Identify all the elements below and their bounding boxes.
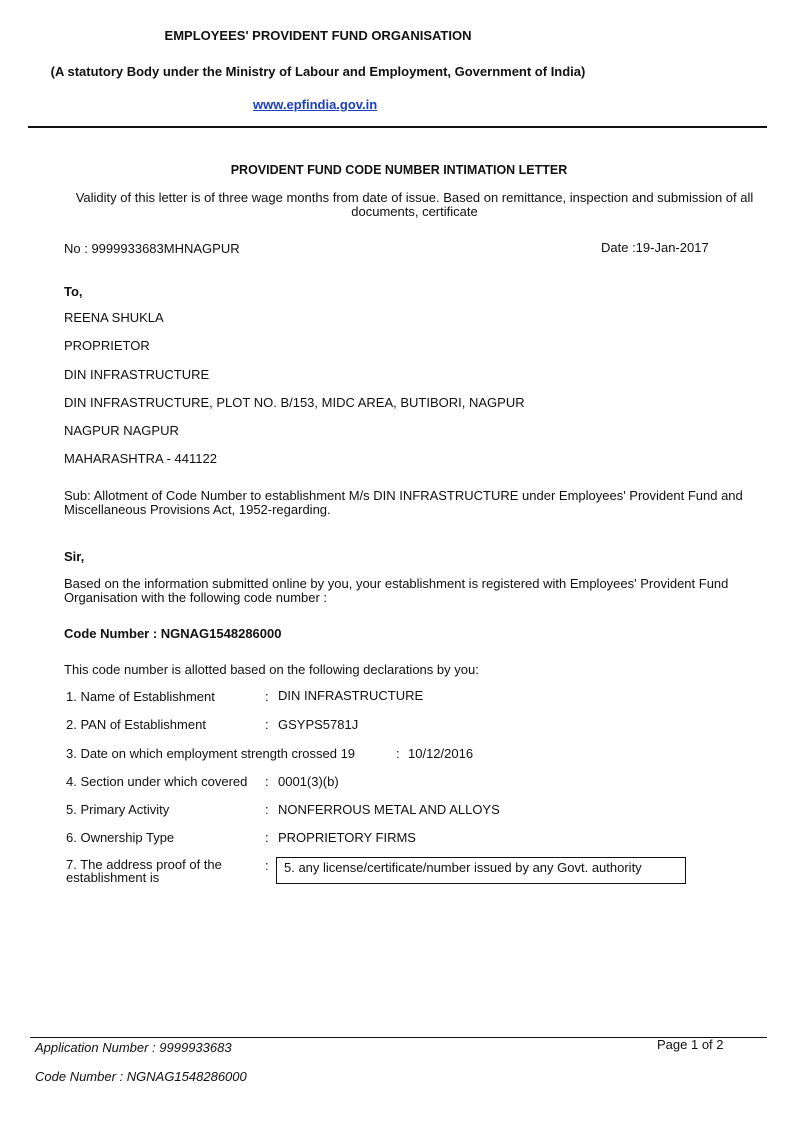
declaration-value: GSYPS5781J bbox=[278, 717, 359, 732]
declaration-colon: : bbox=[265, 858, 269, 873]
reference-number: No : 9999933683MHNAGPUR bbox=[64, 241, 240, 256]
salutation: Sir, bbox=[64, 549, 85, 564]
letter-title: PROVIDENT FUND CODE NUMBER INTIMATION LETTER bbox=[230, 163, 568, 177]
declarations-intro: This code number is allotted based on the following declarations by you: bbox=[64, 662, 479, 677]
declaration-colon: : bbox=[396, 746, 400, 761]
org-subtitle: (A statutory Body under the Ministry of Labour and Employment, Government of India) bbox=[50, 64, 586, 79]
declaration-label: 2. PAN of Establishment bbox=[66, 717, 206, 732]
validity-note: Validity of this letter is of three wage months from date of issue. Based on remittance, inspection and submission of all documents, certificate bbox=[75, 190, 754, 219]
page-indicator: Page 1 of 2 bbox=[657, 1037, 724, 1052]
code-number: Code Number : NGNAG1548286000 bbox=[64, 626, 282, 641]
declaration-colon: : bbox=[265, 830, 269, 845]
org-website-link[interactable]: www.epfindia.gov.in bbox=[253, 97, 378, 112]
addressee-designation: PROPRIETOR bbox=[64, 338, 150, 353]
declaration-value: 0001(3)(b) bbox=[278, 774, 339, 789]
subject-line: Sub: Allotment of Code Number to establishment M/s DIN INFRASTRUCTURE under Employees' Provident Fund and Miscellaneous Provisions Act, 1952-regarding. bbox=[64, 488, 743, 517]
declaration-value: PROPRIETORY FIRMS bbox=[278, 830, 416, 845]
declaration-label: 5. Primary Activity bbox=[66, 802, 170, 817]
body-paragraph: Based on the information submitted online by you, your establishment is registered with Employees' Provident Fund Organisation with the following code number : bbox=[64, 576, 729, 605]
addressee-state-pin: MAHARASHTRA - 441122 bbox=[64, 451, 217, 466]
addressee-city: NAGPUR NAGPUR bbox=[64, 423, 179, 438]
addressee-street: DIN INFRASTRUCTURE, PLOT NO. B/153, MIDC AREA, BUTIBORI, NAGPUR bbox=[64, 395, 525, 410]
declaration-colon: : bbox=[265, 802, 269, 817]
declaration-colon: : bbox=[265, 689, 269, 704]
addressee-company: DIN INFRASTRUCTURE bbox=[64, 367, 210, 382]
footer-application-number: Application Number : 9999933683 bbox=[35, 1040, 232, 1055]
declaration-value: DIN INFRASTRUCTURE bbox=[278, 688, 424, 703]
addressee-name: REENA SHUKLA bbox=[64, 310, 164, 325]
org-name: EMPLOYEES' PROVIDENT FUND ORGANISATION bbox=[164, 28, 472, 43]
footer-code-number: Code Number : NGNAG1548286000 bbox=[35, 1069, 247, 1084]
declaration-label: 7. The address proof of the establishment is bbox=[66, 857, 222, 885]
declaration-colon: : bbox=[265, 774, 269, 789]
header-divider bbox=[28, 126, 767, 128]
declaration-label: 1. Name of Establishment bbox=[66, 689, 215, 704]
declaration-value: NONFERROUS METAL AND ALLOYS bbox=[278, 802, 500, 817]
declaration-value: 10/12/2016 bbox=[408, 746, 474, 761]
declaration-label: 6. Ownership Type bbox=[66, 830, 175, 845]
declaration-label: 3. Date on which employment strength crossed 19 bbox=[66, 746, 356, 761]
declaration-colon: : bbox=[265, 717, 269, 732]
declaration-label: 4. Section under which covered bbox=[66, 774, 248, 789]
to-label: To, bbox=[64, 284, 83, 299]
address-proof-value: 5. any license/certificate/number issued by any Govt. authority bbox=[276, 857, 686, 884]
letter-date: Date :19-Jan-2017 bbox=[601, 240, 709, 255]
